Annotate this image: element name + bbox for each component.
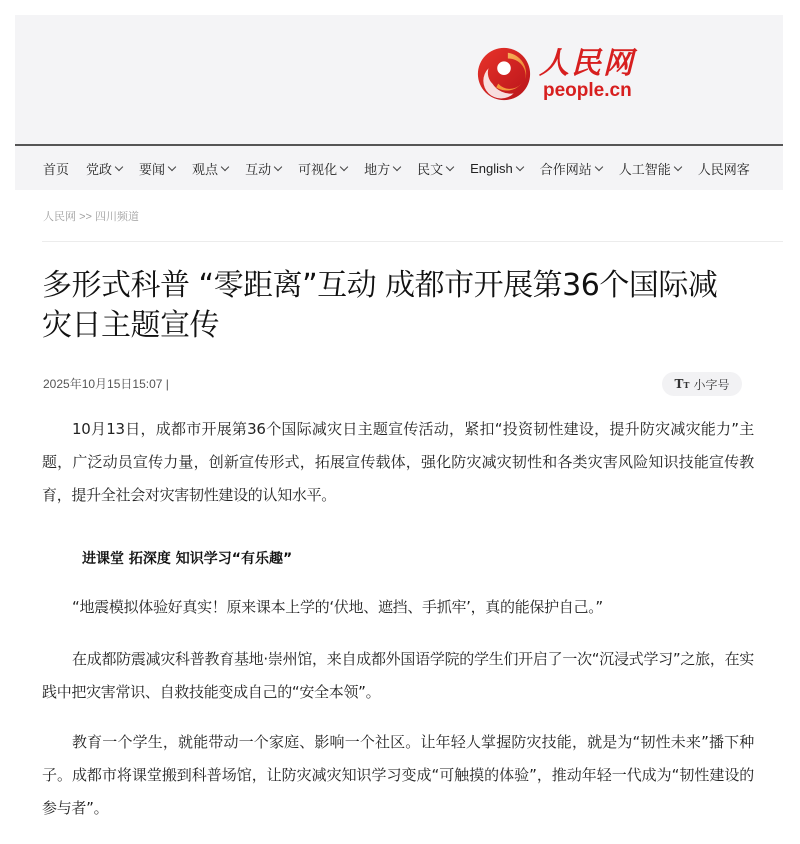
font-size-toggle-button[interactable] — [662, 372, 742, 396]
chevron-down-icon — [674, 162, 682, 170]
article-paragraph: “地震模拟体验好真实！原来课本上学的‘伏地、遮挡、手抓牢’，真的能保护自己。” — [72, 598, 603, 616]
logo-chinese-text: 人民网 — [539, 46, 635, 81]
breadcrumb-channel-link[interactable]: 四川频道 — [94, 211, 139, 223]
nav-item-ethnic[interactable]: 民文 — [417, 159, 453, 178]
nav-item-party-gov[interactable]: 党政 — [86, 159, 122, 178]
nav-item-interact[interactable]: 互动 — [245, 159, 281, 178]
site-header — [15, 15, 783, 190]
nav-item-opinion[interactable]: 观点 — [192, 159, 228, 178]
font-size-label: 小字号 — [693, 377, 730, 392]
chevron-down-icon — [168, 162, 176, 170]
chevron-down-icon — [393, 162, 401, 170]
breadcrumb-divider — [42, 241, 783, 242]
chevron-down-icon — [115, 162, 123, 170]
chevron-down-icon — [274, 162, 282, 170]
nav-item-home[interactable]: 首页 — [43, 161, 70, 177]
chevron-down-icon — [516, 162, 524, 170]
people-cn-logo[interactable] — [475, 29, 675, 119]
font-size-icon: TT — [674, 377, 690, 391]
chevron-down-icon — [595, 162, 603, 170]
chevron-down-icon — [221, 162, 229, 170]
article-publish-time: 2025年10月15日15:07 | — [43, 377, 169, 391]
logo-domain-text: people.cn — [543, 80, 632, 101]
article-paragraph: 在成都防震减灾科普教育基地·崇州馆，来自成都外国语学院的学生们开启了一次“沉浸式学习”之旅，在实践中把灾害常识、自救技能变成自己的“安全本领”。 — [42, 650, 754, 701]
article-subheading: 进课堂 拓深度 知识学习“有乐趣” — [82, 551, 293, 567]
nav-item-ai[interactable]: 人工智能 — [619, 159, 681, 178]
nav-item-local[interactable]: 地方 — [364, 159, 400, 178]
breadcrumb-separator: >> — [79, 211, 92, 223]
logo-globe-icon — [475, 45, 533, 103]
nav-item-client[interactable]: 人民网客 — [697, 161, 750, 177]
article-title: 多形式科普 “零距离”互动 成都市开展第36个国际减灾日主题宣传 — [42, 268, 718, 343]
breadcrumb-home-link[interactable]: 人民网 — [43, 211, 76, 223]
article-paragraph: 10月13日，成都市开展第36个国际减灾日主题宣传活动，紧扣“投资韧性建设，提升防灾减灾能力”主题，广泛动员宣传力量，创新宣传形式，拓展宣传载体，强化防灾减灾韧性和各类灾害风险知识技能宣传教育，提升全社会对灾害韧性建设的认知水平。 — [42, 420, 754, 504]
nav-item-english[interactable]: English — [470, 161, 523, 176]
breadcrumb — [43, 208, 139, 224]
chevron-down-icon — [446, 162, 454, 170]
article-paragraph: 教育一个学生，就能带动一个家庭、影响一个社区。让年轻人掌握防灾技能，就是为“韧性未来”播下种子。成都市将课堂搬到科普场馆，让防灾减灾知识学习变成“可触摸的体验”，推动年轻一代成为“韧性建设的参与者”。 — [42, 733, 754, 817]
main-nav — [15, 146, 783, 190]
nav-item-news[interactable]: 要闻 — [139, 159, 175, 178]
nav-item-visual[interactable]: 可视化 — [298, 159, 347, 178]
chevron-down-icon — [340, 162, 348, 170]
nav-item-partners[interactable]: 合作网站 — [540, 159, 602, 178]
